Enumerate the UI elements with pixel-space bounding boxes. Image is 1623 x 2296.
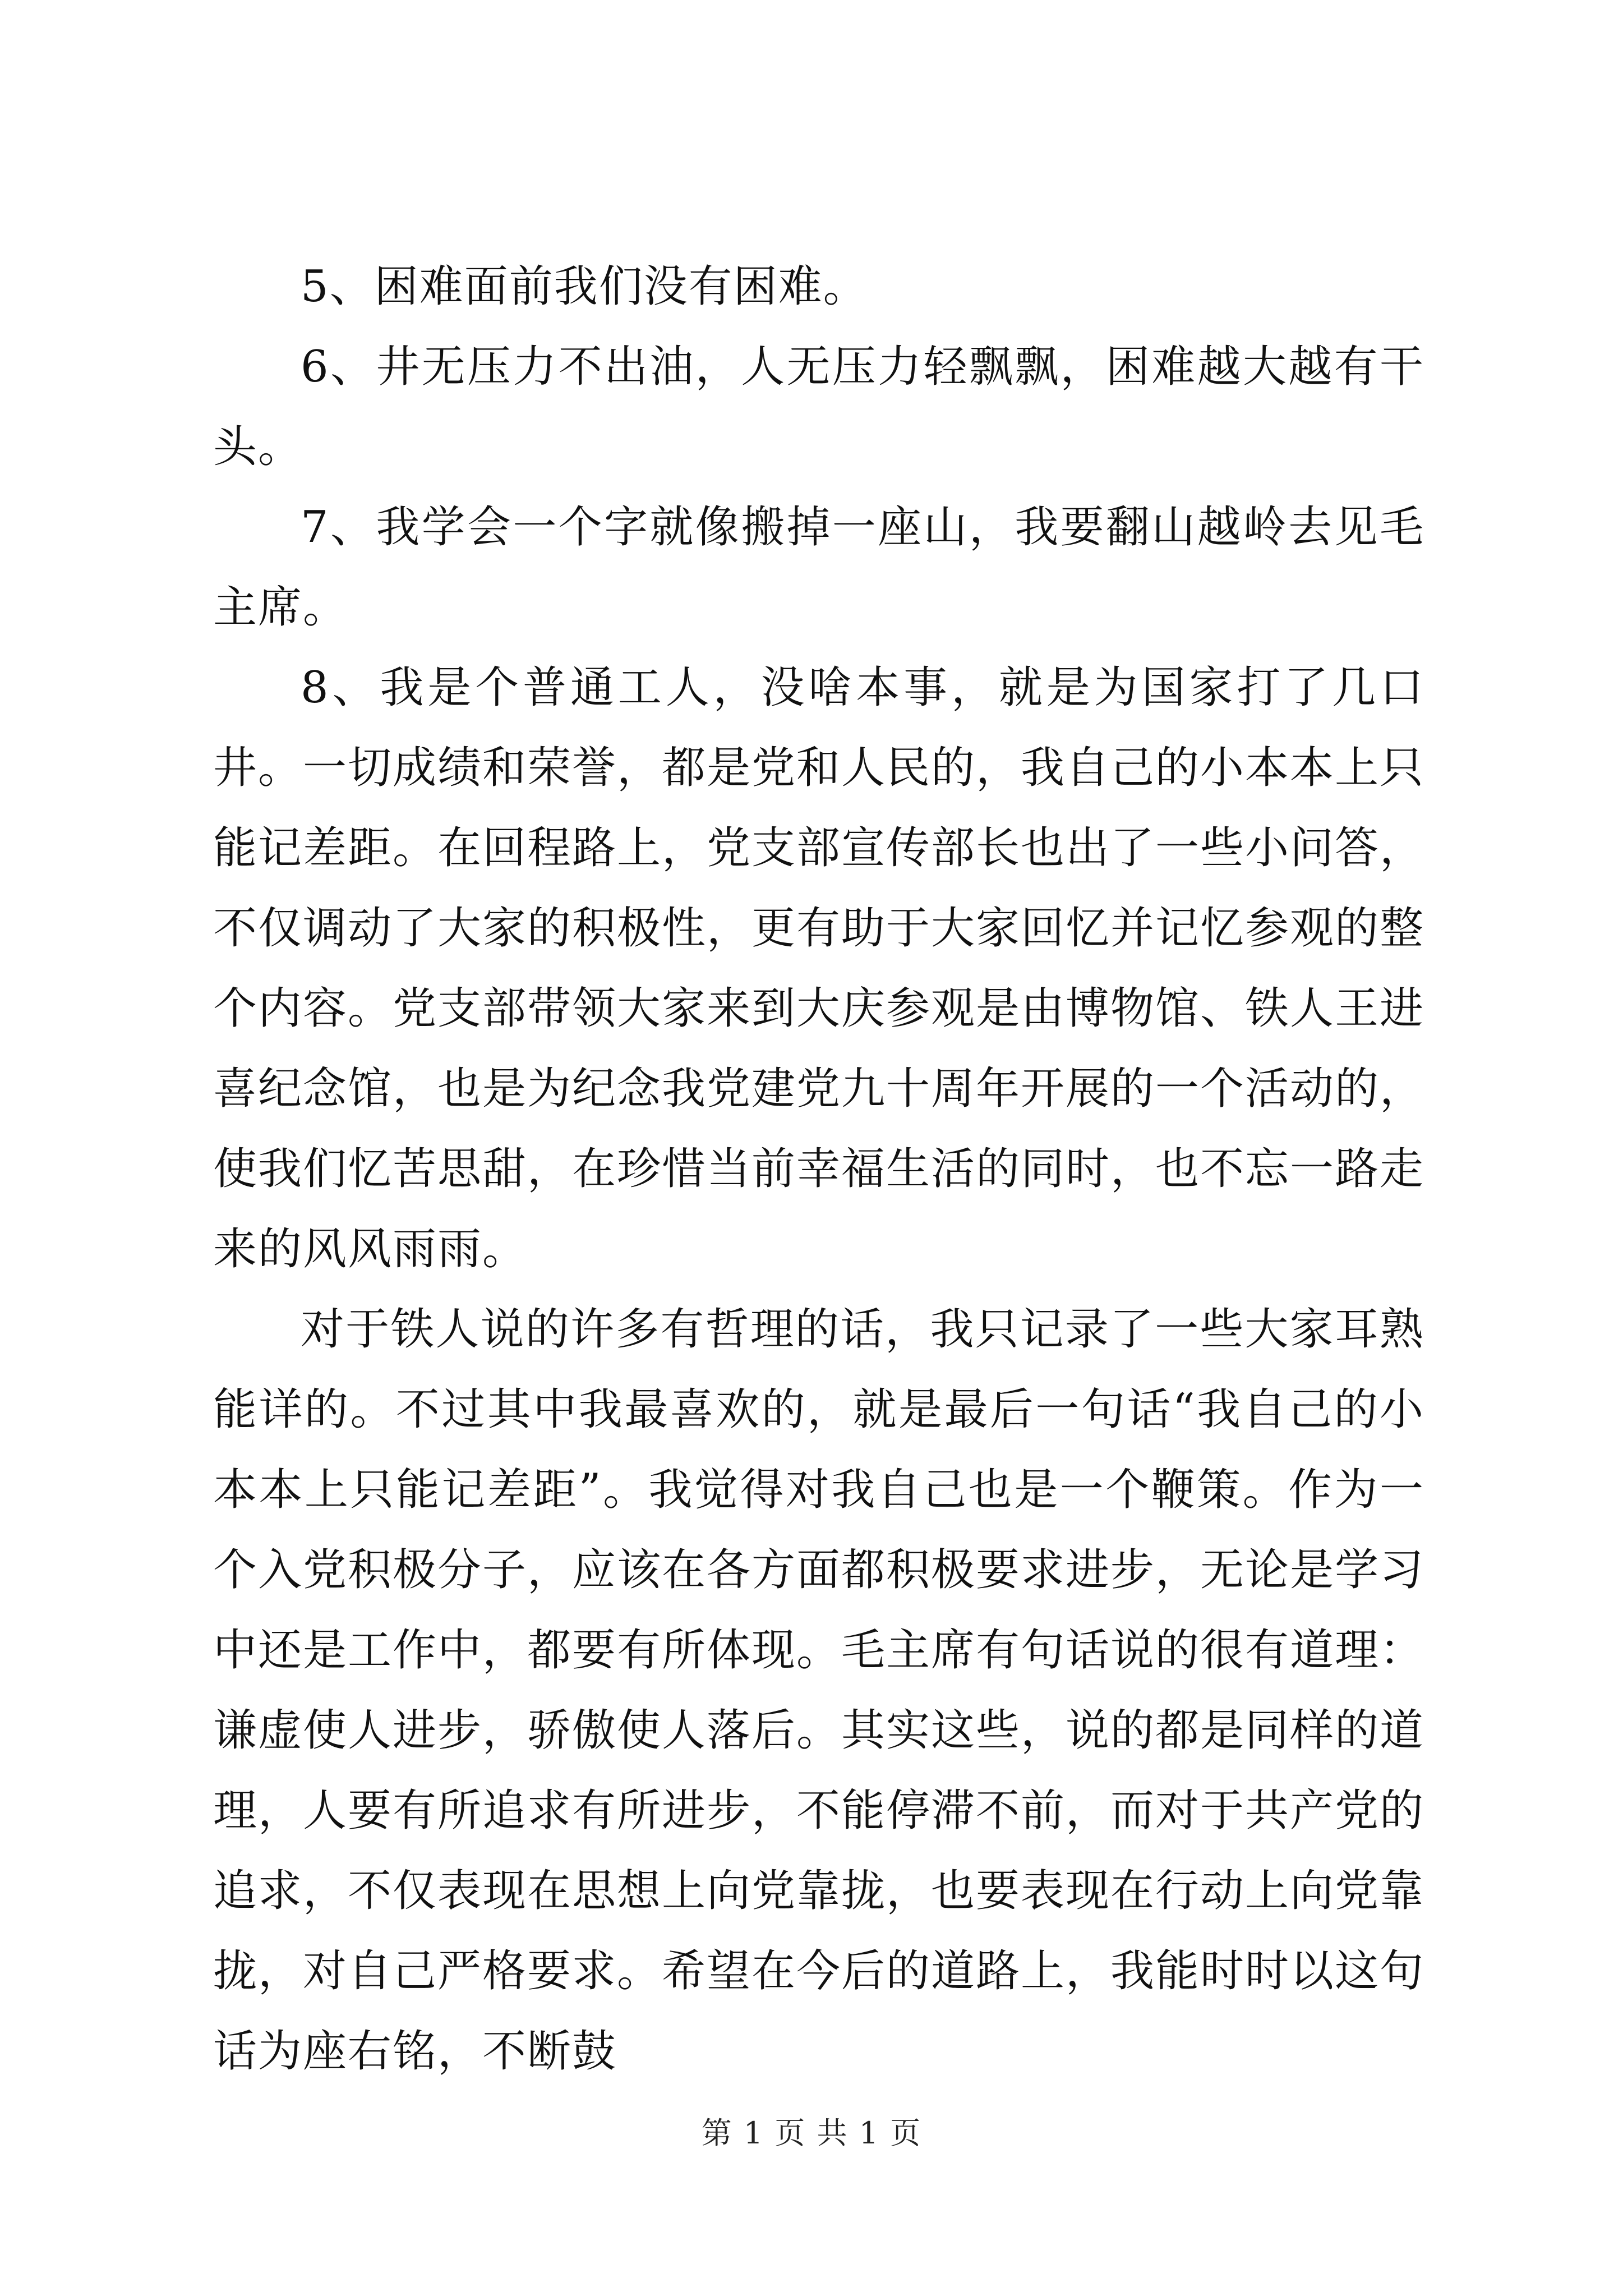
paragraph-item-5: 5、困难面前我们没有困难。 xyxy=(301,261,868,312)
paragraph-item-8: 8、我是个普通工人，没啥本事，就是为国家打了几口井。一切成绩和荣誉，都是党和人民的，我自己的小本本上只能记差距。在回程路上，党支部宣传部长也出了一些小问答，不仅调动了大家的积极性，更有助于大家回忆并记忆参观的整个内容。党支部带领大家来到大庆参观是由博物馆、铁人王进喜纪念馆，也是为纪念我党建党九十周年开展的一个活动的，使我们忆苦思甜，在珍惜当前幸福生活的同时，也不忘一路走来的风风雨雨。 xyxy=(213,662,1425,1274)
document-body xyxy=(213,247,1424,2092)
page-number-footer: 第 1 页 共 1 页 xyxy=(701,2115,922,2151)
paragraph-reflection: 对于铁人说的许多有哲理的话，我只记录了一些大家耳熟能详的。不过其中我最喜欢的，就是最后一句话“我自己的小本本上只能记差距”。我觉得对我自己也是一个鞭策。作为一个入党积极分子，应该在各方面都积极要求进步，无论是学习中还是工作中，都要有所体现。毛主席有句话说的很有道理：谦虚使人进步，骄傲使人落后。其实这些，说的都是同样的道理，人要有所追求有所进步，不能停滞不前，而对于共产党的追求，不仅表现在思想上向党靠拢，也要表现在行动上向党靠拢，对自己严格要求。希望在今后的道路上，我能时时以这句话为座右铭，不断鼓 xyxy=(213,1304,1425,2077)
paragraph-item-6: 6、井无压力不出油，人无压力轻飘飘，困难越大越有干头。 xyxy=(213,342,1424,472)
paragraph-item-7: 7、我学会一个字就像搬掉一座山，我要翻山越岭去见毛主席。 xyxy=(213,502,1424,633)
